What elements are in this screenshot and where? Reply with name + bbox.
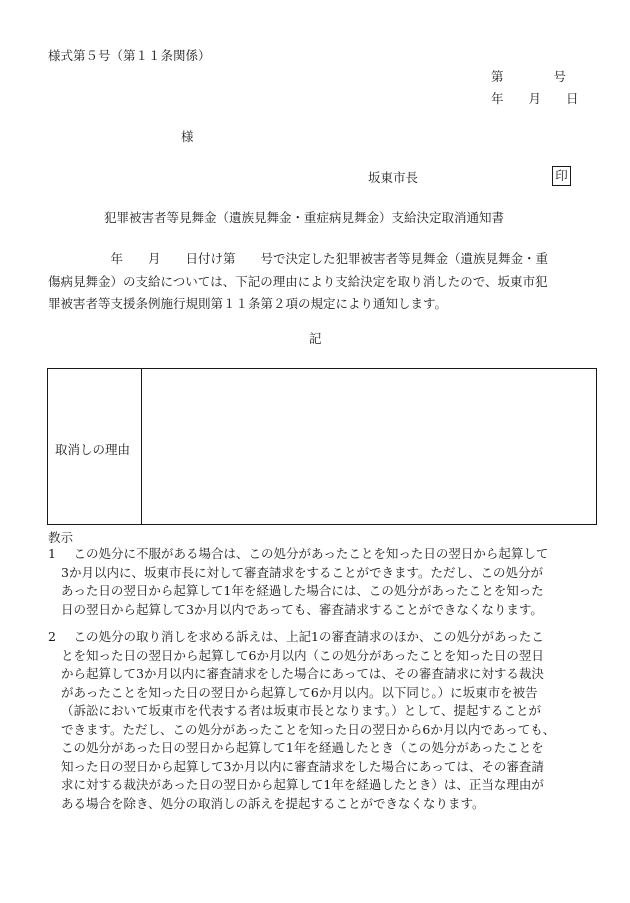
notice-number: 1 bbox=[48, 546, 56, 561]
addressee-honorific: 様 bbox=[181, 129, 194, 144]
document-title: 犯罪被害者等見舞金（遺族見舞金・重症病見舞金）支給決定取消通知書 bbox=[104, 210, 505, 225]
document-number: 第 号 bbox=[491, 69, 567, 84]
table-divider bbox=[141, 369, 142, 524]
notice-item-1 bbox=[48, 545, 593, 619]
notice-line: （訴訟において坂東市を代表する者は坂東市長となります。）として、提起することが bbox=[61, 703, 542, 718]
notice-number: 2 bbox=[48, 629, 56, 644]
body-line: 傷病見舞金）の支給については、下記の理由により支給決定を取り消したので、坂東市犯 bbox=[48, 273, 548, 289]
notice-line: この処分があった日の翌日から起算して1年を経過したとき（この処分があったことを bbox=[61, 740, 544, 755]
reason-label: 取消しの理由 bbox=[55, 442, 131, 457]
document-date: 年 月 日 bbox=[491, 91, 579, 106]
seal-box: 印 bbox=[552, 166, 571, 186]
notice-item-2 bbox=[48, 628, 593, 813]
notice-text: この処分の取り消しを求める訴えは、上記1の審査請求のほか、この処分があったこ bbox=[61, 629, 544, 644]
notice-line: ある場合を除き、処分の取消しの訴えを提起することができなくなります。 bbox=[61, 795, 485, 811]
notice-line: 日の翌日から起算して3か月以内であっても、審査請求することができなくなります。 bbox=[61, 601, 543, 617]
form-label: 様式第５号（第１１条関係） bbox=[48, 48, 211, 63]
notice-line: があったことを知った日の翌日から起算して6か月以内。以下同じ。）に坂東市を被告 bbox=[61, 684, 538, 700]
issuer-name: 坂東市長 bbox=[368, 170, 419, 185]
ki-marker: 記 bbox=[309, 331, 322, 346]
notice-line: できます。ただし、この処分があったことを知った日の翌日から6か月以内であっても、 bbox=[61, 721, 556, 737]
body-line: 罪被害者等支援条例施行規則第１１条第２項の規定により通知します。 bbox=[48, 296, 448, 311]
notice-text: この処分に不服がある場合は、この処分があったことを知った日の翌日から起算して bbox=[61, 546, 549, 561]
notice-heading: 教示 bbox=[48, 530, 74, 545]
body-paragraph bbox=[48, 248, 588, 316]
notice-line bbox=[48, 545, 593, 564]
notice-line: とを知った日の翌日から起算して6か月以内（この処分があったことを知った日の翌日 bbox=[61, 647, 544, 663]
notice-line: 求に対する裁決があった日の翌日から起算して1年を経過したとき）は、正当な理由が bbox=[61, 777, 544, 792]
notice-line bbox=[48, 628, 593, 647]
notice-line: 3か月以内に、坂東市長に対して審査請求をすることができます。ただし、この処分が bbox=[61, 564, 543, 580]
notice-line: から起算して3か月以内に審査請求をした場合にあっては、その審査請求に対する裁決 bbox=[61, 666, 544, 681]
notice-line: 知った日の翌日から起算して3か月以内に審査請求をした場合にあっては、その審査請 bbox=[61, 758, 544, 774]
reason-table bbox=[47, 368, 597, 525]
body-line: 年 月 日付け第 号で決定した犯罪被害者等見舞金（遺族見舞金・重 bbox=[48, 251, 549, 266]
notice-line: あった日の翌日から起算して1年を経過した場合には、この処分があったことを知った bbox=[61, 583, 544, 598]
